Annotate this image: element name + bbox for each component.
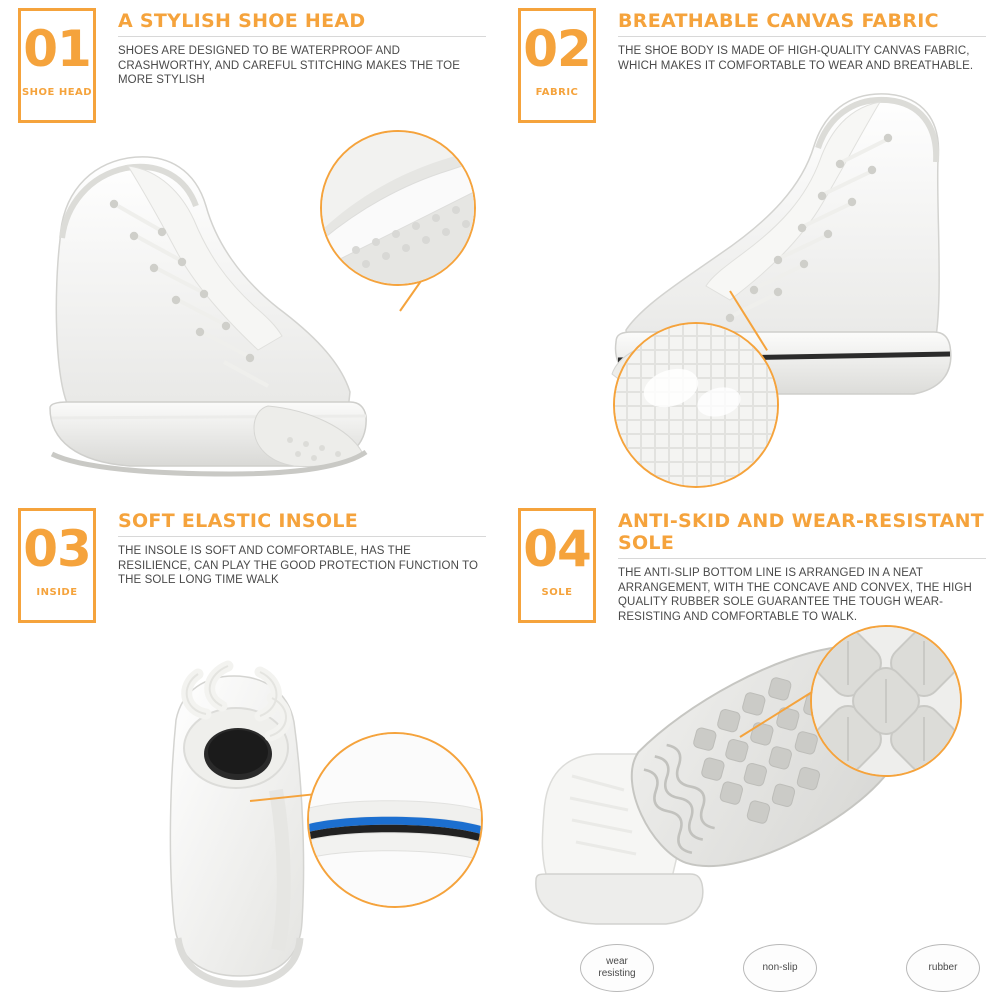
tread-detail-callout xyxy=(810,625,962,777)
chip-text: rubber xyxy=(928,962,958,973)
panel-title: A STYLISH SHOE HEAD xyxy=(118,10,366,32)
feature-chip xyxy=(580,944,654,992)
panel-shoe-head xyxy=(0,0,500,500)
shoe-side-right-image xyxy=(530,70,990,400)
chip-text: non-slip xyxy=(762,962,798,973)
panel-title: BREATHABLE CANVAS FABRIC xyxy=(618,10,939,32)
title-divider xyxy=(118,536,486,537)
panel-header-text xyxy=(118,10,486,88)
chip-text: wear resisting xyxy=(598,956,636,979)
title-divider xyxy=(118,36,486,37)
panel-sole xyxy=(500,500,1000,1000)
insole-detail-callout xyxy=(307,732,483,908)
step-number: 04 xyxy=(523,520,591,578)
panel-header-text xyxy=(118,510,486,588)
toe-detail-callout xyxy=(320,130,476,286)
tread-closeup-image xyxy=(812,627,960,775)
step-number-box xyxy=(18,508,96,623)
toe-detail-image xyxy=(322,132,474,284)
feature-chip xyxy=(906,944,980,992)
panel-title: SOFT ELASTIC INSOLE xyxy=(118,510,359,532)
title-divider xyxy=(618,36,986,37)
panel-header-text xyxy=(618,10,986,73)
step-number-box xyxy=(518,508,596,623)
fabric-weave-image xyxy=(615,324,777,486)
step-number: 03 xyxy=(23,520,91,578)
step-tag: INSIDE xyxy=(36,587,78,598)
step-number: 02 xyxy=(523,20,591,78)
panel-body: THE INSOLE IS SOFT AND COMFORTABLE, HAS THE RESILIENCE, CAN PLAY THE GOOD PROTECTION FUNCTION TO THE SOLE LONG TIME WALK xyxy=(118,545,479,586)
step-tag: SHOE HEAD xyxy=(21,87,93,98)
panel-body: THE SHOE BODY IS MADE OF HIGH-QUALITY CANVAS FABRIC, WHICH MAKES IT COMFORTABLE TO WEAR AND BREATHABLE. xyxy=(618,45,974,72)
title-divider xyxy=(618,558,986,559)
step-number-box xyxy=(18,8,96,123)
panel-insole xyxy=(0,500,500,1000)
panel-header xyxy=(18,508,488,628)
panel-fabric xyxy=(500,0,1000,500)
feature-chip-row xyxy=(580,944,980,992)
panel-body: THE ANTI-SLIP BOTTOM LINE IS ARRANGED IN A NEAT ARRANGEMENT, WITH THE CONCAVE AND CONVEX, THE HIGH QUALITY RUBBER SOLE GUARANTEE THE TOUGH WEAR-RESISTING AND COMFORTABLE TO WALK. xyxy=(618,567,972,623)
panel-title: ANTI-SKID AND WEAR-RESISTANT SOLE xyxy=(618,510,985,554)
step-number: 01 xyxy=(23,20,91,78)
panel-header-text xyxy=(618,510,986,624)
step-tag: FABRIC xyxy=(535,87,579,98)
panel-body: SHOES ARE DESIGNED TO BE WATERPROOF AND CRASHWORTHY, AND CAREFUL STITCHING MAKES THE TOE MORE STYLISH xyxy=(118,45,460,86)
fabric-detail-callout xyxy=(613,322,779,488)
step-tag: SOLE xyxy=(541,587,573,598)
insole-cross-section-image xyxy=(309,734,481,906)
feature-chip xyxy=(743,944,817,992)
panel-header xyxy=(518,508,988,628)
